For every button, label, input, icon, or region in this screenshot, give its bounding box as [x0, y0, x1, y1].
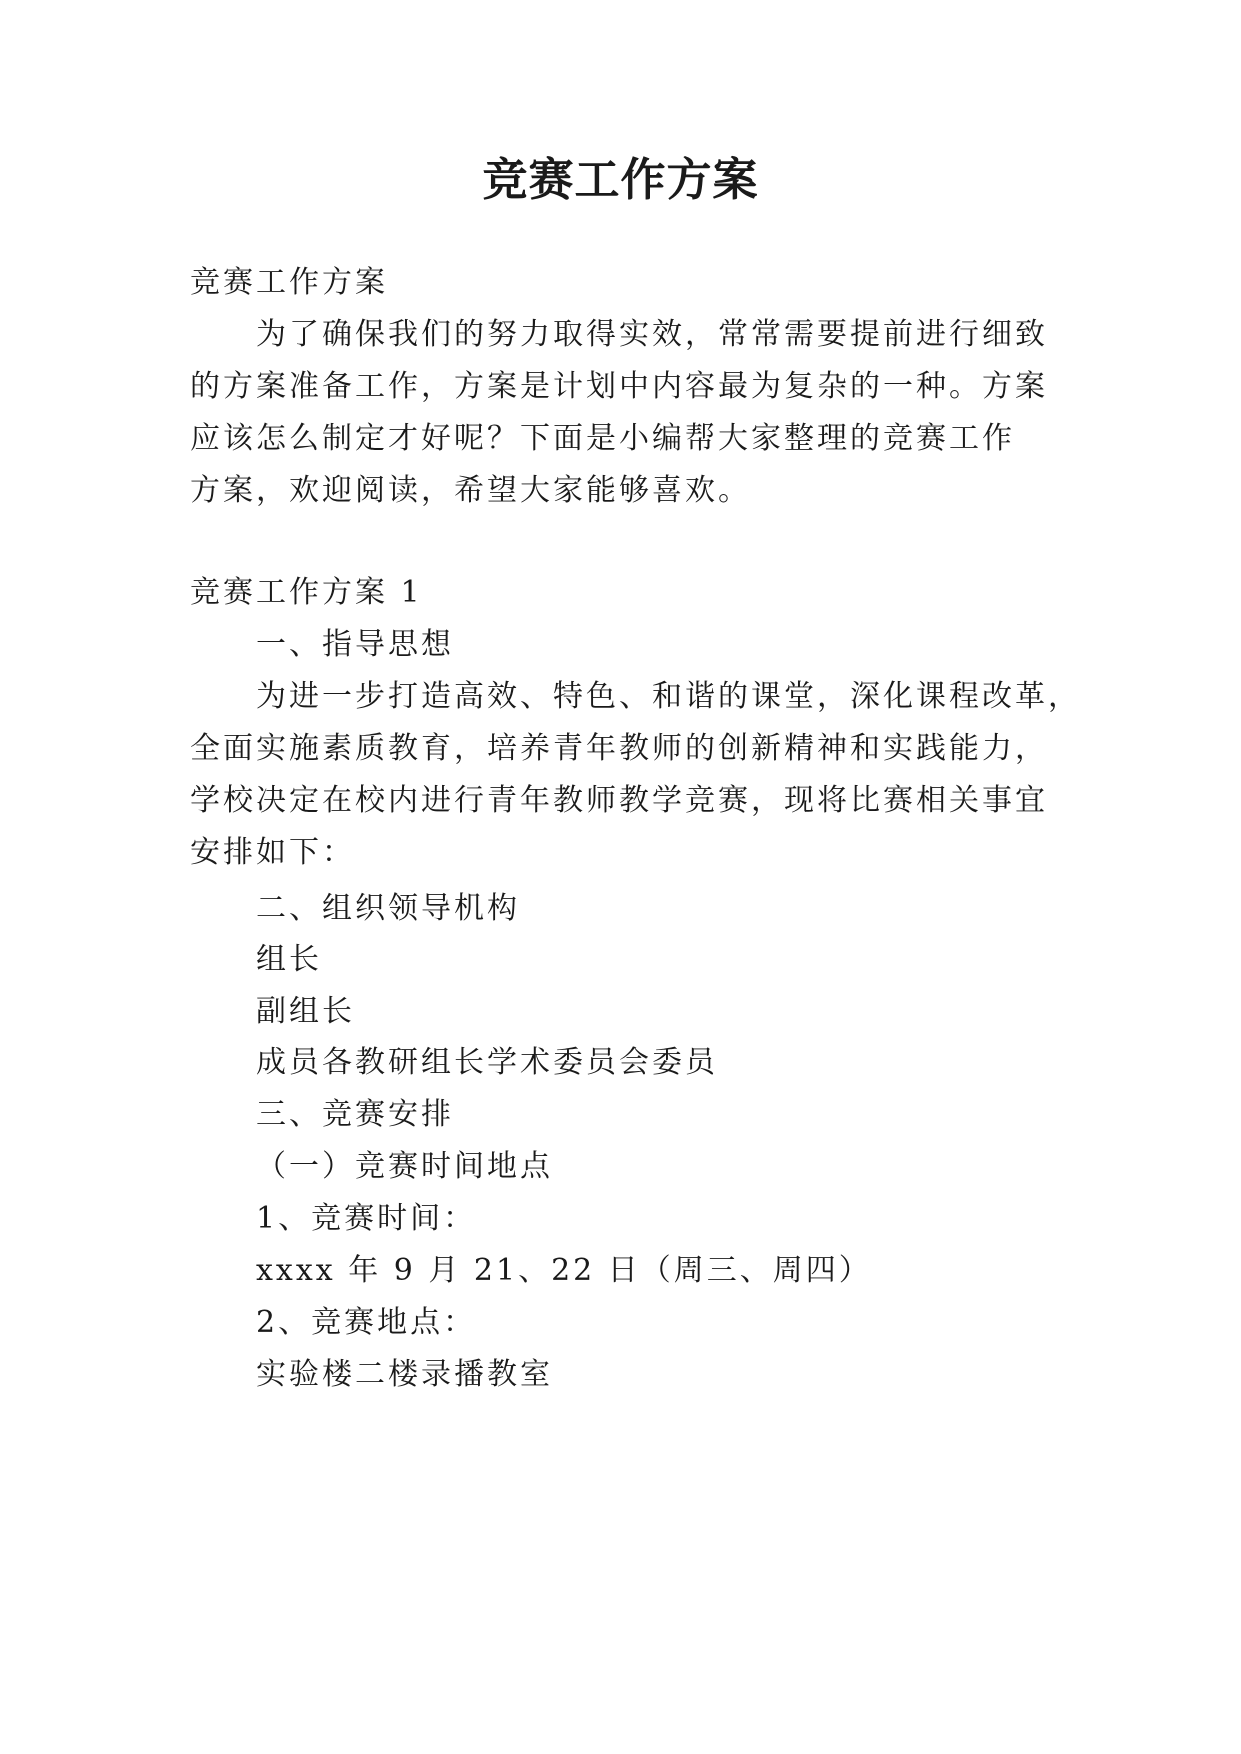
intro-paragraph-line: 应该怎么制定才好呢？下面是小编帮大家整理的竞赛工作	[190, 421, 1015, 456]
item1-paragraph-line: 安排如下：	[190, 835, 355, 870]
intro-paragraph-line: 为了确保我们的努力取得实效，常常需要提前进行细致	[256, 317, 1048, 352]
intro-paragraph-line: 方案，欢迎阅读，希望大家能够喜欢。	[190, 473, 751, 508]
document-title: 竞赛工作方案	[482, 153, 759, 206]
place-value: 实验楼二楼录播教室	[256, 1357, 553, 1392]
place-label: 2、竞赛地点：	[256, 1305, 477, 1340]
item1-paragraph-line: 为进一步打造高效、特色、和谐的课堂，深化课程改革，	[256, 679, 1081, 714]
deputy-leader-line: 副组长	[256, 994, 355, 1029]
intro-paragraph-line: 的方案准备工作，方案是计划中内容最为复杂的一种。方案	[190, 369, 1048, 404]
item1-paragraph-line: 全面实施素质教育，培养青年教师的创新精神和实践能力，	[190, 731, 1048, 766]
time-value: xxxx 年 9 月 21、22 日（周三、周四）	[256, 1253, 872, 1288]
intro-heading: 竞赛工作方案	[190, 265, 388, 300]
section-heading: 竞赛工作方案 1	[190, 575, 423, 610]
leader-line: 组长	[256, 942, 322, 977]
sub1-heading: （一）竞赛时间地点	[256, 1149, 553, 1184]
item1-heading: 一、指导思想	[256, 627, 454, 662]
item3-heading: 三、竞赛安排	[256, 1097, 454, 1132]
item1-paragraph-line: 学校决定在校内进行青年教师教学竞赛，现将比赛相关事宜	[190, 783, 1048, 818]
item2-heading: 二、组织领导机构	[256, 891, 520, 926]
members-line: 成员各教研组长学术委员会委员	[256, 1045, 718, 1080]
time-label: 1、竞赛时间：	[256, 1201, 477, 1236]
